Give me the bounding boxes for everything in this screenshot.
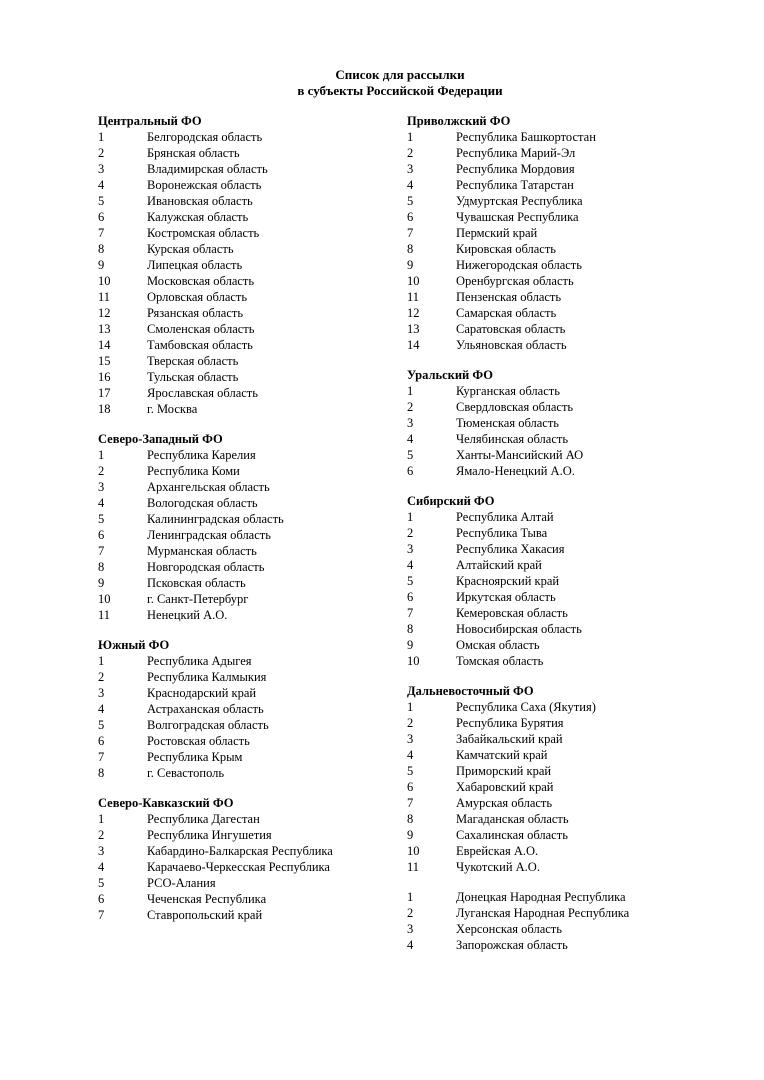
list-item	[407, 699, 747, 715]
item-number: 4	[98, 178, 105, 192]
item-name: Донецкая Народная Республика	[456, 890, 626, 904]
item-name: Ярославская область	[147, 386, 258, 400]
item-name: Приморский край	[456, 764, 552, 778]
list-item	[407, 289, 747, 305]
item-number: 11	[98, 608, 111, 622]
district-title: Дальневосточный ФО	[407, 684, 534, 698]
list-item	[98, 733, 398, 749]
item-name: Кабардино-Балкарская Республика	[147, 844, 333, 858]
list-item	[407, 921, 747, 937]
item-name: Республика Коми	[147, 464, 240, 478]
list-item	[98, 305, 398, 321]
list-item	[407, 431, 747, 447]
district-section	[407, 367, 747, 479]
list-item	[407, 541, 747, 557]
list-item	[98, 369, 398, 385]
list-item	[98, 321, 398, 337]
list-item	[407, 637, 747, 653]
item-number: 7	[98, 750, 105, 764]
item-name: Запорожская область	[456, 938, 568, 952]
item-name: Курганская область	[456, 384, 560, 398]
item-number: 14	[98, 338, 111, 352]
item-number: 1	[407, 130, 414, 144]
item-number: 5	[407, 194, 414, 208]
item-name: Смоленская область	[147, 322, 255, 336]
list-item	[98, 209, 398, 225]
list-item	[407, 811, 747, 827]
list-item	[407, 399, 747, 415]
item-name: Чеченская Республика	[147, 892, 267, 906]
list-item	[407, 653, 747, 669]
item-number: 4	[407, 178, 414, 192]
district-title: Сибирский ФО	[407, 494, 495, 508]
item-name: Хабаровский край	[456, 780, 554, 794]
item-name: Чувашская Республика	[456, 210, 579, 224]
item-name: Республика Хакасия	[456, 542, 565, 556]
list-item	[98, 717, 398, 733]
item-number: 4	[407, 748, 414, 762]
list-item	[98, 653, 398, 669]
item-number: 1	[98, 654, 105, 668]
item-name: Белгородская область	[147, 130, 263, 144]
item-number: 12	[98, 306, 111, 320]
item-number: 5	[98, 718, 105, 732]
item-number: 3	[98, 480, 105, 494]
item-number: 7	[407, 226, 414, 240]
item-name: Саратовская область	[456, 322, 566, 336]
item-number: 13	[98, 322, 111, 336]
item-number: 1	[407, 700, 414, 714]
item-number: 3	[407, 416, 414, 430]
item-number: 3	[407, 162, 414, 176]
item-number: 4	[407, 432, 414, 446]
list-item	[407, 937, 747, 953]
district-title: Уральский ФО	[407, 368, 493, 382]
item-name: Московская область	[147, 274, 255, 288]
list-item	[98, 257, 398, 273]
list-item	[98, 463, 398, 479]
item-number: 7	[98, 226, 105, 240]
list-item	[407, 621, 747, 637]
item-number: 10	[98, 274, 111, 288]
item-name: Иркутская область	[456, 590, 556, 604]
item-number: 8	[98, 560, 105, 574]
item-name: Республика Алтай	[456, 510, 554, 524]
list-item	[98, 177, 398, 193]
list-item	[98, 859, 398, 875]
item-name: Оренбургская область	[456, 274, 574, 288]
item-name: Амурская область	[456, 796, 553, 810]
list-item	[407, 795, 747, 811]
item-number: 5	[407, 574, 414, 588]
item-name: Ульяновская область	[456, 338, 567, 352]
item-number: 1	[98, 812, 105, 826]
item-name: Нижегородская область	[456, 258, 582, 272]
list-item	[407, 747, 747, 763]
district-section	[407, 683, 747, 875]
item-name: г. Санкт-Петербург	[147, 592, 249, 606]
document-title-line-2: в субъекты Российской Федерации	[297, 83, 503, 98]
item-name: Сахалинская область	[456, 828, 568, 842]
list-item	[98, 479, 398, 495]
item-name: Новгородская область	[147, 560, 265, 574]
item-name: Орловская область	[147, 290, 248, 304]
item-number: 5	[407, 764, 414, 778]
item-name: Липецкая область	[147, 258, 243, 272]
item-name: г. Севастополь	[147, 766, 225, 780]
list-item	[98, 875, 398, 891]
item-name: Свердловская область	[456, 400, 574, 414]
list-item	[407, 321, 747, 337]
list-item	[98, 685, 398, 701]
item-number: 3	[98, 686, 105, 700]
item-name: Калининградская область	[147, 512, 284, 526]
item-number: 8	[98, 766, 105, 780]
item-name: Томская область	[456, 654, 544, 668]
item-name: г. Москва	[147, 402, 198, 416]
item-name: Омская область	[456, 638, 540, 652]
list-item	[407, 225, 747, 241]
list-item	[407, 557, 747, 573]
district-section	[98, 113, 398, 417]
item-number: 7	[407, 796, 414, 810]
list-item	[98, 575, 398, 591]
item-name: РСО-Алания	[147, 876, 216, 890]
item-number: 1	[98, 448, 105, 462]
item-number: 7	[98, 544, 105, 558]
district-section	[98, 795, 398, 923]
list-item	[98, 907, 398, 923]
item-name: Луганская Народная Республика	[456, 906, 630, 920]
district-section	[407, 493, 747, 669]
list-item	[407, 889, 747, 905]
list-item	[407, 859, 747, 875]
item-name: Тверская область	[147, 354, 239, 368]
item-number: 9	[407, 828, 414, 842]
item-name: Ростовская область	[147, 734, 250, 748]
list-item	[407, 905, 747, 921]
list-item	[98, 607, 398, 623]
item-name: Республика Марий-Эл	[456, 146, 576, 160]
list-item	[407, 337, 747, 353]
list-item	[407, 383, 747, 399]
list-item	[407, 447, 747, 463]
item-name: Красноярский край	[456, 574, 560, 588]
item-number: 9	[98, 258, 105, 272]
item-number: 1	[407, 510, 414, 524]
list-item	[407, 241, 747, 257]
list-item	[98, 749, 398, 765]
item-number: 4	[407, 558, 414, 572]
list-item	[98, 559, 398, 575]
item-number: 9	[98, 576, 105, 590]
item-name: Пермский край	[456, 226, 538, 240]
item-name: Брянская область	[147, 146, 240, 160]
list-item	[407, 589, 747, 605]
list-item	[98, 385, 398, 401]
item-number: 2	[98, 146, 105, 160]
item-number: 16	[98, 370, 111, 384]
item-number: 2	[98, 464, 105, 478]
item-name: Воронежская область	[147, 178, 262, 192]
item-name: Костромская область	[147, 226, 260, 240]
district-section	[407, 113, 747, 353]
item-number: 11	[98, 290, 111, 304]
item-name: Республика Дагестан	[147, 812, 260, 826]
list-item	[98, 225, 398, 241]
item-number: 8	[407, 242, 414, 256]
district-title: Южный ФО	[98, 638, 170, 652]
list-item	[98, 827, 398, 843]
list-item	[407, 161, 747, 177]
item-number: 2	[407, 526, 414, 540]
list-item	[407, 145, 747, 161]
list-item	[407, 415, 747, 431]
list-item	[98, 161, 398, 177]
item-name: Камчатский край	[456, 748, 548, 762]
list-item	[98, 447, 398, 463]
list-item	[407, 827, 747, 843]
item-number: 7	[407, 606, 414, 620]
item-number: 9	[407, 638, 414, 652]
list-item	[98, 527, 398, 543]
list-item	[98, 401, 398, 417]
item-number: 3	[98, 162, 105, 176]
list-item	[98, 145, 398, 161]
item-number: 15	[98, 354, 111, 368]
item-name: Республика Адыгея	[147, 654, 252, 668]
district-title: Северо-Кавказский ФО	[98, 796, 234, 810]
item-name: Новосибирская область	[456, 622, 582, 636]
item-number: 1	[407, 890, 414, 904]
item-name: Республика Тыва	[456, 526, 548, 540]
item-number: 8	[407, 622, 414, 636]
item-name: Республика Ингушетия	[147, 828, 272, 842]
item-number: 10	[407, 844, 420, 858]
item-number: 6	[407, 590, 414, 604]
document-title-line-1: Список для рассылки	[335, 67, 465, 82]
item-number: 4	[407, 938, 414, 952]
item-number: 2	[407, 906, 414, 920]
item-number: 3	[407, 922, 414, 936]
item-number: 2	[98, 670, 105, 684]
list-item	[98, 811, 398, 827]
item-number: 17	[98, 386, 111, 400]
item-number: 1	[407, 384, 414, 398]
item-number: 5	[407, 448, 414, 462]
right-column	[407, 113, 747, 953]
list-item	[98, 193, 398, 209]
item-number: 3	[407, 542, 414, 556]
list-item	[98, 289, 398, 305]
list-item	[98, 337, 398, 353]
item-number: 7	[98, 908, 105, 922]
item-name: Республика Крым	[147, 750, 243, 764]
list-item	[407, 763, 747, 779]
list-item	[98, 891, 398, 907]
item-number: 5	[98, 512, 105, 526]
item-name: Республика Калмыкия	[147, 670, 267, 684]
item-name: Кемеровская область	[456, 606, 568, 620]
district-title: Приволжский ФО	[407, 114, 511, 128]
item-number: 11	[407, 290, 420, 304]
item-name: Архангельская область	[147, 480, 270, 494]
item-number: 5	[98, 876, 105, 890]
item-name: Ивановская область	[147, 194, 253, 208]
item-name: Республика Башкортостан	[456, 130, 596, 144]
item-name: Тульская область	[147, 370, 239, 384]
list-item	[407, 463, 747, 479]
item-name: Вологодская область	[147, 496, 258, 510]
item-number: 10	[407, 274, 420, 288]
item-number: 12	[407, 306, 420, 320]
item-number: 2	[407, 400, 414, 414]
item-name: Удмуртская Республика	[456, 194, 583, 208]
item-name: Волгоградская область	[147, 718, 269, 732]
item-name: Владимирская область	[147, 162, 268, 176]
item-number: 11	[407, 860, 420, 874]
item-number: 3	[98, 844, 105, 858]
item-name: Пензенская область	[456, 290, 562, 304]
item-name: Карачаево-Черкесская Республика	[147, 860, 330, 874]
list-item	[407, 257, 747, 273]
district-section	[98, 637, 398, 781]
list-item	[98, 765, 398, 781]
item-name: Ханты-Мансийский АО	[456, 448, 584, 462]
list-item	[98, 273, 398, 289]
list-item	[407, 209, 747, 225]
item-name: Самарская область	[456, 306, 557, 320]
list-item	[98, 591, 398, 607]
item-number: 5	[98, 194, 105, 208]
item-number: 3	[407, 732, 414, 746]
item-number: 9	[407, 258, 414, 272]
item-number: 10	[98, 592, 111, 606]
list-item	[98, 511, 398, 527]
item-number: 4	[98, 702, 105, 716]
list-item	[407, 525, 747, 541]
list-item	[407, 843, 747, 859]
item-number: 6	[98, 892, 105, 906]
item-number: 6	[98, 210, 105, 224]
item-name: Тюменская область	[456, 416, 559, 430]
item-name: Еврейская А.О.	[456, 844, 539, 858]
item-name: Ненецкий А.О.	[147, 608, 228, 622]
list-item	[407, 305, 747, 321]
item-number: 8	[98, 242, 105, 256]
item-number: 6	[407, 780, 414, 794]
item-number: 6	[407, 210, 414, 224]
list-item	[98, 543, 398, 559]
list-item	[407, 177, 747, 193]
district-section	[98, 431, 398, 623]
item-name: Республика Татарстан	[456, 178, 574, 192]
item-name: Чукотский А.О.	[456, 860, 540, 874]
list-item	[98, 241, 398, 257]
item-name: Кировская область	[456, 242, 557, 256]
item-name: Челябинская область	[456, 432, 569, 446]
item-name: Псковская область	[147, 576, 246, 590]
left-column	[98, 113, 398, 923]
list-item	[98, 129, 398, 145]
list-item	[98, 495, 398, 511]
item-number: 14	[407, 338, 420, 352]
list-item	[407, 193, 747, 209]
item-name: Курская область	[147, 242, 234, 256]
list-item	[407, 509, 747, 525]
list-item	[407, 779, 747, 795]
item-number: 4	[98, 860, 105, 874]
item-name: Республика Карелия	[147, 448, 256, 462]
item-name: Ленинградская область	[147, 528, 271, 542]
item-name: Херсонская область	[456, 922, 562, 936]
item-name: Краснодарский край	[147, 686, 257, 700]
list-item	[407, 715, 747, 731]
list-item	[407, 573, 747, 589]
list-item	[407, 129, 747, 145]
item-number: 6	[98, 528, 105, 542]
list-item	[98, 701, 398, 717]
item-number: 2	[407, 716, 414, 730]
item-number: 2	[98, 828, 105, 842]
list-item	[407, 605, 747, 621]
district-title: Северо-Западный ФО	[98, 432, 223, 446]
item-name: Ямало-Ненецкий А.О.	[456, 464, 575, 478]
item-name: Республика Бурятия	[456, 716, 564, 730]
item-number: 1	[98, 130, 105, 144]
list-item	[407, 731, 747, 747]
item-number: 18	[98, 402, 111, 416]
item-name: Мурманская область	[147, 544, 257, 558]
item-name: Ставропольский край	[147, 908, 263, 922]
item-name: Рязанская область	[147, 306, 244, 320]
item-name: Тамбовская область	[147, 338, 253, 352]
item-number: 2	[407, 146, 414, 160]
item-name: Забайкальский край	[456, 732, 563, 746]
item-name: Магаданская область	[456, 812, 569, 826]
item-number: 8	[407, 812, 414, 826]
district-section	[407, 889, 747, 953]
list-item	[98, 353, 398, 369]
list-item	[98, 669, 398, 685]
item-number: 6	[98, 734, 105, 748]
list-item	[98, 843, 398, 859]
district-title: Центральный ФО	[98, 114, 202, 128]
item-name: Астраханская область	[147, 702, 264, 716]
item-name: Республика Мордовия	[456, 162, 575, 176]
list-item	[407, 273, 747, 289]
item-number: 6	[407, 464, 414, 478]
item-number: 13	[407, 322, 420, 336]
item-name: Республика Саха (Якутия)	[456, 700, 596, 714]
item-number: 10	[407, 654, 420, 668]
item-number: 4	[98, 496, 105, 510]
item-name: Калужская область	[147, 210, 249, 224]
item-name: Алтайский край	[456, 558, 542, 572]
